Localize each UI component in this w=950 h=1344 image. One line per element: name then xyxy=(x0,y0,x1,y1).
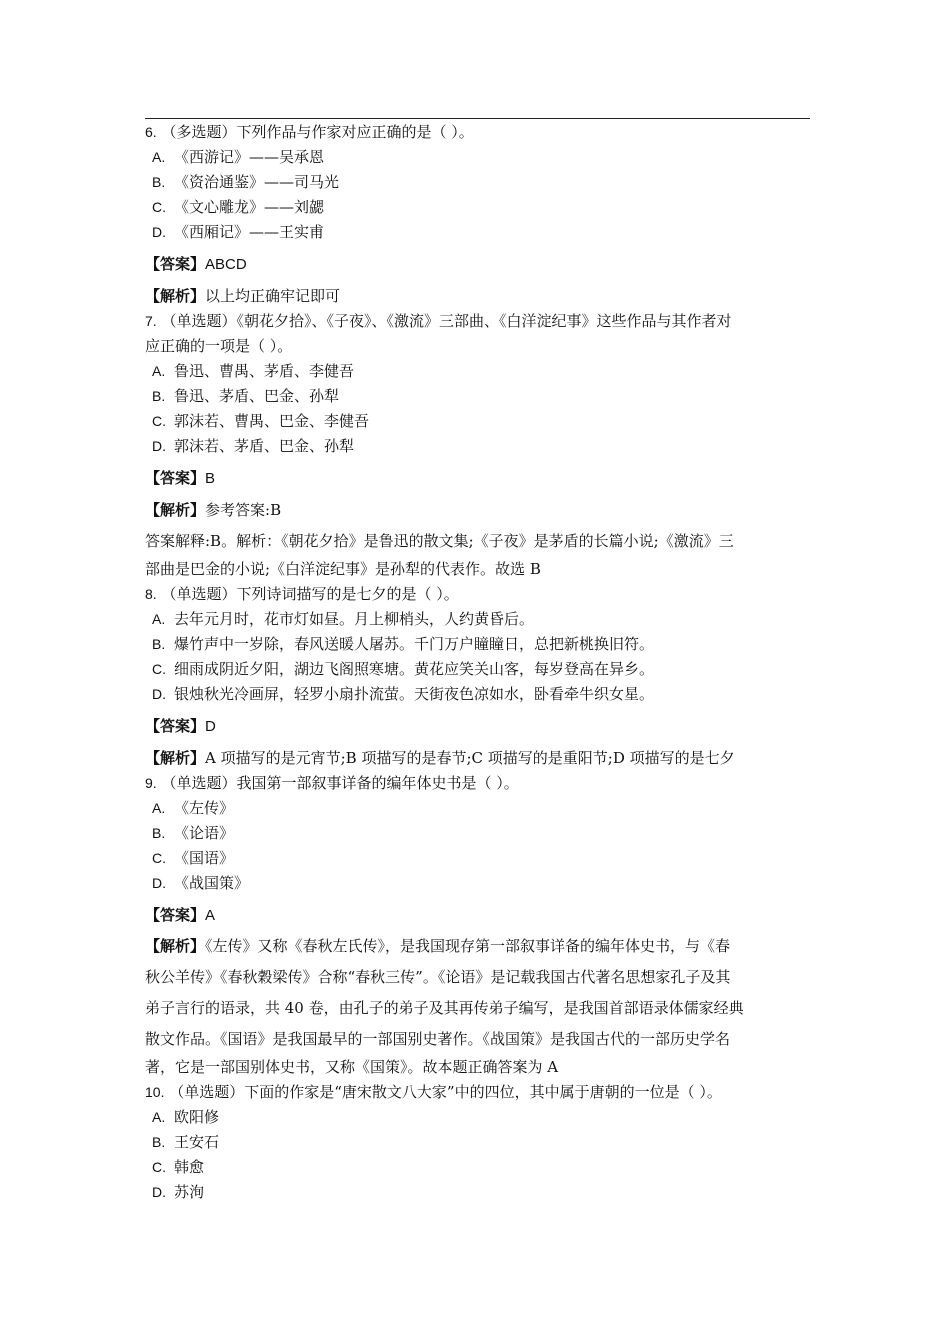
option-text: 《西游记》——吴承恩 xyxy=(174,148,325,166)
header-rule xyxy=(145,118,810,119)
question-stem xyxy=(145,120,810,145)
answer-line xyxy=(145,714,810,739)
option-d xyxy=(152,682,810,707)
answer-value: ABCD xyxy=(205,256,247,273)
answer-tag: 【答案】 xyxy=(145,469,206,487)
question-text: （单选题）下面的作家是“唐宋散文八大家”中的四位，其中属于唐朝的一位是（ ）。 xyxy=(169,1083,722,1101)
option-letter: C. xyxy=(152,661,166,677)
option-letter: C. xyxy=(152,850,166,866)
question-stem-continued: 应正确的一项是（ ）。 xyxy=(145,337,293,355)
option-text: 郭沫若、曹禺、巴金、李健吾 xyxy=(174,412,370,430)
option-a xyxy=(152,796,810,821)
question-text: （单选题）我国第一部叙事详备的编年体史书是（ ）。 xyxy=(161,774,519,792)
analysis-tag: 【解析】 xyxy=(145,287,206,305)
option-c xyxy=(152,846,810,871)
option-text: 爆竹声中一岁除，春风送暖人屠苏。千门万户瞳瞳日，总把新桃换旧符。 xyxy=(174,635,655,653)
option-letter: A. xyxy=(152,1109,166,1125)
option-text: 《论语》 xyxy=(174,824,235,842)
option-text: 细雨成阴近夕阳，湖边飞阁照寒塘。黄花应笑关山客，每岁登高在异乡。 xyxy=(174,660,655,678)
analysis-text: 《左传》又称《春秋左氏传》，是我国现存第一部叙事详备的编年体史书，与《春 xyxy=(205,937,731,955)
option-letter: D. xyxy=(152,224,166,240)
option-b xyxy=(152,384,810,409)
question-number: 10. xyxy=(145,1084,165,1100)
analysis-line xyxy=(145,746,810,771)
answer-value: D xyxy=(205,718,216,735)
analysis-line: 散文作品。《国语》是我国最早的一部国别史著作。《战国策》是我国古代的一部历史学名 xyxy=(145,1030,731,1048)
question-stem xyxy=(145,582,810,607)
answer-tag: 【答案】 xyxy=(145,906,206,924)
explanation-line: 答案解释:B。解析：《朝花夕拾》是鲁迅的散文集;《子夜》是茅盾的长篇小说;《激流》三 xyxy=(145,532,734,550)
option-letter: B. xyxy=(152,636,166,652)
option-text: 韩愈 xyxy=(174,1158,205,1176)
analysis-line xyxy=(145,498,810,523)
option-letter: B. xyxy=(152,1134,166,1150)
option-d xyxy=(152,871,810,896)
option-letter: C. xyxy=(152,413,166,429)
answer-line xyxy=(145,903,810,928)
analysis-line: 著，它是一部国别体史书，又称《国策》。故本题正确答案为 A xyxy=(145,1058,559,1076)
explanation-line: 部曲是巴金的小说;《白洋淀纪事》是孙犁的代表作。故选 B xyxy=(145,560,541,578)
option-a xyxy=(152,359,810,384)
answer-tag: 【答案】 xyxy=(145,717,206,735)
option-text: 《资治通鉴》——司马光 xyxy=(174,173,340,191)
question-number: 7. xyxy=(145,313,157,329)
option-text: 欧阳修 xyxy=(174,1108,220,1126)
question-8 xyxy=(145,582,810,771)
analysis-text: 以上均正确牢记即可 xyxy=(205,287,341,305)
question-stem xyxy=(145,1080,810,1105)
analysis-paragraph xyxy=(145,931,810,1080)
question-list xyxy=(145,120,810,1205)
question-text: （多选题）下列作品与作家对应正确的是（ ）。 xyxy=(161,123,474,141)
option-letter: B. xyxy=(152,825,166,841)
analysis-line: 弟子言行的语录，共 40 卷，由孔子的弟子及其再传弟子编写，是我国首部语录体儒家经典 xyxy=(145,999,744,1017)
option-a xyxy=(152,1105,810,1130)
analysis-line: 秋公羊传》《春秋穀梁传》合称“春秋三传”。《论语》是记载我国古代著名思想家孔子及其 xyxy=(145,968,731,986)
analysis-tag: 【解析】 xyxy=(145,937,206,955)
option-text: 《国语》 xyxy=(174,849,235,867)
option-text: 《文心雕龙》——刘勰 xyxy=(174,198,325,216)
option-b xyxy=(152,821,810,846)
option-a xyxy=(152,145,810,170)
explanation-paragraph xyxy=(145,526,810,582)
option-b xyxy=(152,632,810,657)
option-text: 苏洵 xyxy=(174,1183,205,1201)
analysis-tag: 【解析】 xyxy=(145,501,206,519)
option-text: 去年元月时，花市灯如昼。月上柳梢头，人约黄昏后。 xyxy=(174,610,535,628)
answer-line xyxy=(145,252,810,277)
question-stem xyxy=(145,771,810,796)
analysis-line xyxy=(145,284,810,309)
question-text: （单选题）《朝花夕拾》、《子夜》、《激流》三部曲、《白洋淀纪事》这些作品与其作者对 xyxy=(161,312,732,330)
question-7 xyxy=(145,309,810,582)
option-c xyxy=(152,657,810,682)
document-page xyxy=(145,0,810,1344)
answer-value: B xyxy=(205,470,216,487)
option-d xyxy=(152,1180,810,1205)
option-a xyxy=(152,607,810,632)
option-letter: D. xyxy=(152,686,166,702)
answer-tag: 【答案】 xyxy=(145,255,206,273)
analysis-line xyxy=(145,931,810,962)
option-text: 鲁迅、曹禺、茅盾、李健吾 xyxy=(174,362,355,380)
option-letter: C. xyxy=(152,1159,166,1175)
question-stem xyxy=(145,309,810,334)
option-b xyxy=(152,170,810,195)
option-text: 鲁迅、茅盾、巴金、孙犁 xyxy=(174,387,340,405)
analysis-text: A 项描写的是元宵节;B 项描写的是春节;C 项描写的是重阳节;D 项描写的是七夕 xyxy=(205,749,735,767)
question-10 xyxy=(145,1080,810,1205)
option-d xyxy=(152,434,810,459)
option-letter: A. xyxy=(152,611,166,627)
option-letter: B. xyxy=(152,388,166,404)
question-number: 8. xyxy=(145,586,157,602)
option-letter: B. xyxy=(152,174,166,190)
analysis-tag: 【解析】 xyxy=(145,749,206,767)
option-text: 王安石 xyxy=(174,1133,220,1151)
option-c xyxy=(152,195,810,220)
question-9 xyxy=(145,771,810,1080)
answer-value: A xyxy=(205,907,216,924)
option-c xyxy=(152,1155,810,1180)
option-letter: D. xyxy=(152,1184,166,1200)
option-letter: A. xyxy=(152,800,166,816)
option-letter: C. xyxy=(152,199,166,215)
option-text: 《西厢记》——王实甫 xyxy=(174,223,325,241)
question-number: 9. xyxy=(145,775,157,791)
option-letter: D. xyxy=(152,438,166,454)
option-b xyxy=(152,1130,810,1155)
option-letter: A. xyxy=(152,363,166,379)
question-6 xyxy=(145,120,810,309)
analysis-text: 参考答案:B xyxy=(205,501,282,519)
option-text: 《左传》 xyxy=(174,799,235,817)
option-text: 银烛秋光冷画屏，轻罗小扇扑流萤。天街夜色凉如水，卧看牵牛织女星。 xyxy=(174,685,655,703)
answer-line xyxy=(145,466,810,491)
option-letter: A. xyxy=(152,149,166,165)
option-c xyxy=(152,409,810,434)
option-text: 郭沫若、茅盾、巴金、孙犁 xyxy=(174,437,355,455)
question-text: （单选题）下列诗词描写的是七夕的是（ ）。 xyxy=(161,585,459,603)
question-number: 6. xyxy=(145,124,157,140)
option-letter: D. xyxy=(152,875,166,891)
option-d xyxy=(152,220,810,245)
option-text: 《战国策》 xyxy=(174,874,250,892)
